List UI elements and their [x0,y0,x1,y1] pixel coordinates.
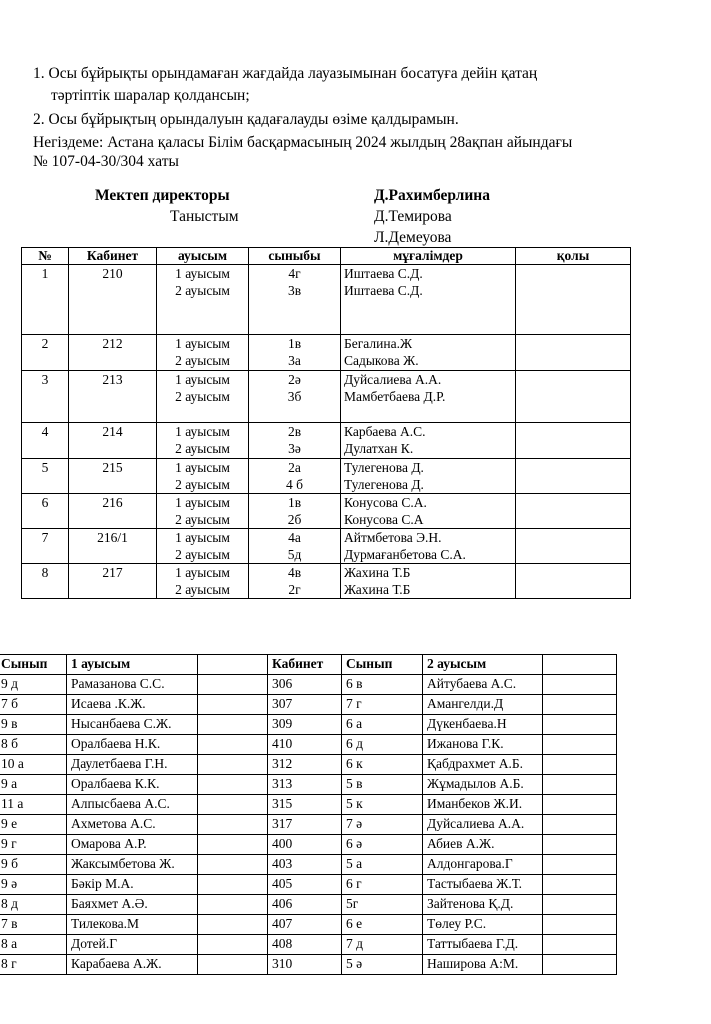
shift-2: 2 ауысым [175,582,230,597]
class-1-cell: 10 а [0,755,67,775]
row-shifts [157,494,249,529]
row-cabinet: 216 [69,494,157,529]
class-2-cell: 6 ә [342,835,423,855]
teacher-1: Бегалина.Ж [344,336,413,351]
table-row [22,564,631,599]
row-teachers [341,423,516,459]
table-row [0,715,617,735]
class-2: 2б [287,512,302,527]
blank-cell [543,695,617,715]
cabinet-cell: 408 [268,935,342,955]
blank-cell [543,955,617,975]
class-2: 3ә [288,441,301,456]
blank-cell [198,795,268,815]
class-1: 4г [288,266,301,281]
blank-cell [543,675,617,695]
shift-1: 1 ауысым [175,372,230,387]
row-number: 1 [22,265,69,335]
class-2: 3а [288,353,301,368]
teacher-1-cell: Тилекова.М [67,915,198,935]
row-classes [249,494,341,529]
cabinet-cell: 400 [268,835,342,855]
row-cabinet: 212 [69,335,157,371]
shift-1: 1 ауысым [175,495,230,510]
blank-cell [543,875,617,895]
teacher-1-cell: Алпысбаева А.С. [67,795,198,815]
class-2-cell: 5 в [342,775,423,795]
class-1-cell: 8 д [0,895,67,915]
teacher-1: Иштаева С.Д. [344,266,423,281]
table-row [0,895,617,915]
header-shift-1: 1 ауысым [67,655,198,675]
teacher-2-cell: Иманбеков Ж.И. [423,795,543,815]
header-cabinet: Кабинет [268,655,342,675]
row-shifts [157,459,249,494]
table-row [0,875,617,895]
table-row [0,955,617,975]
teacher-1-cell: Дотей.Г [67,935,198,955]
table-row [22,494,631,529]
shift-2: 2 ауысым [175,477,230,492]
teacher-1: Карбаева А.С. [344,424,426,439]
table-row [0,695,617,715]
table-row [22,459,631,494]
header-shift-2: 2 ауысым [423,655,543,675]
class-2-cell: 5 ә [342,955,423,975]
row-classes [249,371,341,423]
header-cabinet: Кабинет [69,248,157,265]
teacher-2: Конусова С.А [344,512,424,527]
class-1-cell: 9 е [0,815,67,835]
cabinet-cell: 307 [268,695,342,715]
table-row [0,815,617,835]
row-cabinet: 210 [69,265,157,335]
teacher-1-cell: Даулетбаева Г.Н. [67,755,198,775]
class-1-cell: 7 б [0,695,67,715]
row-teachers [341,265,516,335]
teacher-1-cell: Омарова А.Р. [67,835,198,855]
row-classes [249,423,341,459]
class-1: 4а [288,530,301,545]
row-signature-cell[interactable] [516,423,631,459]
teacher-1: Конусова С.А. [344,495,427,510]
teacher-2: Иштаева С.Д. [344,283,423,298]
header-blank-1 [198,655,268,675]
cabinet-cell: 406 [268,895,342,915]
blank-cell [198,855,268,875]
class-1-cell: 8 г [0,955,67,975]
director-title: Мектеп директоры [95,187,230,204]
teacher-2: Жахина Т.Б [344,582,411,597]
order-item-1-line-2: тәртіптік шаралар қолдансын; [51,87,250,104]
row-signature-cell[interactable] [516,564,631,599]
row-signature-cell[interactable] [516,265,631,335]
row-number: 3 [22,371,69,423]
blank-cell [198,835,268,855]
row-cabinet: 215 [69,459,157,494]
class-2-cell: 6 д [342,735,423,755]
cabinet-cell: 405 [268,875,342,895]
class-1-cell: 8 б [0,735,67,755]
blank-cell [543,935,617,955]
class-2: 3в [287,283,302,298]
row-classes [249,564,341,599]
row-teachers [341,371,516,423]
class-2: 3б [287,389,302,404]
cabinet-assignment-table [21,247,631,599]
row-teachers [341,529,516,564]
row-shifts [157,423,249,459]
cabinet-cell: 313 [268,775,342,795]
row-classes [249,335,341,371]
shift-2: 2 ауысым [175,283,230,298]
blank-cell [198,815,268,835]
teacher-2-cell: Айтубаева А.С. [423,675,543,695]
class-1: 2ә [288,372,301,387]
table-header-row [22,248,631,265]
row-teachers [341,564,516,599]
basis-line-1: Негіздеме: Астана қаласы Білім басқармасының 2024 жылдың 28ақпан айындағы [33,134,573,151]
blank-cell [543,835,617,855]
class-1: 1в [287,495,302,510]
cabinet-cell: 407 [268,915,342,935]
basis-line-2: № 107-04-30/304 хаты [33,153,179,170]
blank-cell [543,715,617,735]
table-row [22,529,631,564]
class-2-cell: 5 к [342,795,423,815]
class-2-cell: 7 г [342,695,423,715]
blank-cell [198,675,268,695]
teacher-2-cell: Зайтенова Қ.Д. [423,895,543,915]
class-2-cell: 5г [342,895,423,915]
order-item-2: 2. Осы бұйрықтың орындалуын қадағалауды өзіме қалдырамын. [33,111,459,128]
acquainted-name-1: Д.Темирова [374,208,452,225]
table-row [0,675,617,695]
blank-cell [198,955,268,975]
teacher-2-cell: Наширова А:М. [423,955,543,975]
row-signature-cell[interactable] [516,335,631,371]
row-classes [249,529,341,564]
blank-cell [543,915,617,935]
teacher-1-cell: Нысанбаева С.Ж. [67,715,198,735]
class-2-cell: 5 а [342,855,423,875]
teacher-1-cell: Жаксымбетова Ж. [67,855,198,875]
director-name: Д.Рахимберлина [374,187,490,204]
blank-cell [198,715,268,735]
class-2-cell: 6 в [342,675,423,695]
teacher-2: Садыкова Ж. [344,353,419,368]
teacher-2: Дулатхан К. [344,441,414,456]
row-cabinet: 217 [69,564,157,599]
row-number: 7 [22,529,69,564]
blank-cell [198,775,268,795]
header-class-2: Сынып [342,655,423,675]
table-row [22,371,631,423]
teacher-1-cell: Карабаева А.Ж. [67,955,198,975]
class-1-cell: 9 а [0,775,67,795]
teacher-2-cell: Қабдрахмет А.Б. [423,755,543,775]
class-1-cell: 9 г [0,835,67,855]
shift-1: 1 ауысым [175,460,230,475]
class-1-cell: 9 ә [0,875,67,895]
table-row [22,423,631,459]
shift-2: 2 ауысым [175,547,230,562]
class-1: 1в [287,336,302,351]
teacher-2: Тулегенова Д. [344,477,424,492]
blank-cell [543,755,617,775]
acquainted-label: Таныстым [170,208,239,225]
row-teachers [341,459,516,494]
class-2-cell: 7 д [342,935,423,955]
teacher-2-cell: Тастыбаева Ж.Т. [423,875,543,895]
blank-cell [198,915,268,935]
shift-1: 1 ауысым [175,565,230,580]
teacher-1-cell: Оралбаева Н.К. [67,735,198,755]
table-row [0,935,617,955]
row-number: 6 [22,494,69,529]
row-cabinet: 213 [69,371,157,423]
row-signature-cell[interactable] [516,459,631,494]
blank-cell [543,775,617,795]
teacher-1-cell: Оралбаева К.К. [67,775,198,795]
blank-cell [543,815,617,835]
table-row [0,735,617,755]
cabinet-cell: 403 [268,855,342,875]
table-row [0,755,617,775]
row-classes [249,459,341,494]
row-shifts [157,564,249,599]
class-2-cell: 6 е [342,915,423,935]
teacher-1-cell: Исаева .К.Ж. [67,695,198,715]
table-header-row [0,655,617,675]
teacher-1: Тулегенова Д. [344,460,424,475]
row-cabinet: 216/1 [69,529,157,564]
header-signature: қолы [516,248,631,265]
blank-cell [198,735,268,755]
teacher-1-cell: Ахметова А.С. [67,815,198,835]
blank-cell [543,895,617,915]
row-teachers [341,494,516,529]
class-2: 4 б [286,477,303,492]
blank-cell [198,875,268,895]
teacher-1-cell: Бәкір М.А. [67,875,198,895]
teacher-2: Дурмағанбетова С.А. [344,547,466,562]
teacher-2-cell: Төлеу Р.С. [423,915,543,935]
teacher-2-cell: Амангелди.Д [423,695,543,715]
acquainted-name-2: Л.Демеуова [374,229,452,246]
row-classes [249,265,341,335]
class-2: 5д [287,547,302,562]
teacher-2: Мамбетбаева Д.Р. [344,389,446,404]
row-cabinet: 214 [69,423,157,459]
blank-cell [198,935,268,955]
class-1-cell: 7 в [0,915,67,935]
row-shifts [157,265,249,335]
blank-cell [543,795,617,815]
table-row [0,775,617,795]
shift-2: 2 ауысым [175,512,230,527]
shift-1: 1 ауысым [175,424,230,439]
cabinet-cell: 410 [268,735,342,755]
teacher-2-cell: Дүкенбаева.Н [423,715,543,735]
cabinet-cell: 306 [268,675,342,695]
teacher-2-cell: Алдонгарова.Г [423,855,543,875]
blank-cell [543,735,617,755]
teacher-2-cell: Абиев А.Ж. [423,835,543,855]
class-1: 4в [287,565,302,580]
class-1: 2в [287,424,302,439]
teacher-1: Жахина Т.Б [344,565,411,580]
shift-1: 1 ауысым [175,266,230,281]
order-item-1-line-1: 1. Осы бұйрықты орындамаған жағдайда лауазымынан босатуға дейін қатаң [33,65,538,82]
class-1-cell: 9 б [0,855,67,875]
blank-cell [198,695,268,715]
blank-cell [198,755,268,775]
class-1-cell: 11 а [0,795,67,815]
teacher-1: Дуйсалиева А.А. [344,372,442,387]
cabinet-cell: 315 [268,795,342,815]
teacher-1-cell: Рамазанова С.С. [67,675,198,695]
row-number: 8 [22,564,69,599]
table-row [0,835,617,855]
row-signature-cell[interactable] [516,494,631,529]
header-blank-2 [543,655,617,675]
header-shift: ауысым [157,248,249,265]
class-1: 2а [288,460,301,475]
table-row [22,265,631,335]
row-number: 4 [22,423,69,459]
row-number: 2 [22,335,69,371]
blank-cell [198,895,268,915]
teacher-2-cell: Жұмадылов А.Б. [423,775,543,795]
row-number: 5 [22,459,69,494]
teacher-2-cell: Таттыбаева Г.Д. [423,935,543,955]
cabinet-cell: 312 [268,755,342,775]
class-2-cell: 6 к [342,755,423,775]
shift-2: 2 ауысым [175,441,230,456]
row-signature-cell[interactable] [516,371,631,423]
table-row [0,915,617,935]
shift-1: 1 ауысым [175,530,230,545]
header-class: сыныбы [249,248,341,265]
shift-1: 1 ауысым [175,336,230,351]
row-signature-cell[interactable] [516,529,631,564]
class-2-cell: 6 а [342,715,423,735]
cabinet-cell: 310 [268,955,342,975]
class-1-cell: 9 д [0,675,67,695]
teacher-1-cell: Баяхмет А.Ә. [67,895,198,915]
teacher-2-cell: Ижанова Г.К. [423,735,543,755]
header-class-1: Сынып [0,655,67,675]
table-row [0,855,617,875]
class-1-cell: 8 а [0,935,67,955]
shift-2: 2 ауысым [175,389,230,404]
row-shifts [157,371,249,423]
teacher-1: Айтмбетова Э.Н. [344,530,442,545]
table-row [0,795,617,815]
class-2: 2г [288,582,301,597]
header-teachers: мұғалімдер [341,248,516,265]
shift-schedule-table [0,654,617,975]
blank-cell [543,855,617,875]
cabinet-cell: 317 [268,815,342,835]
class-1-cell: 9 в [0,715,67,735]
row-shifts [157,335,249,371]
shift-2: 2 ауысым [175,353,230,368]
class-2-cell: 7 ә [342,815,423,835]
cabinet-cell: 309 [268,715,342,735]
header-number: № [22,248,69,265]
row-shifts [157,529,249,564]
class-2-cell: 6 г [342,875,423,895]
row-teachers [341,335,516,371]
teacher-2-cell: Дуйсалиева А.А. [423,815,543,835]
table-row [22,335,631,371]
